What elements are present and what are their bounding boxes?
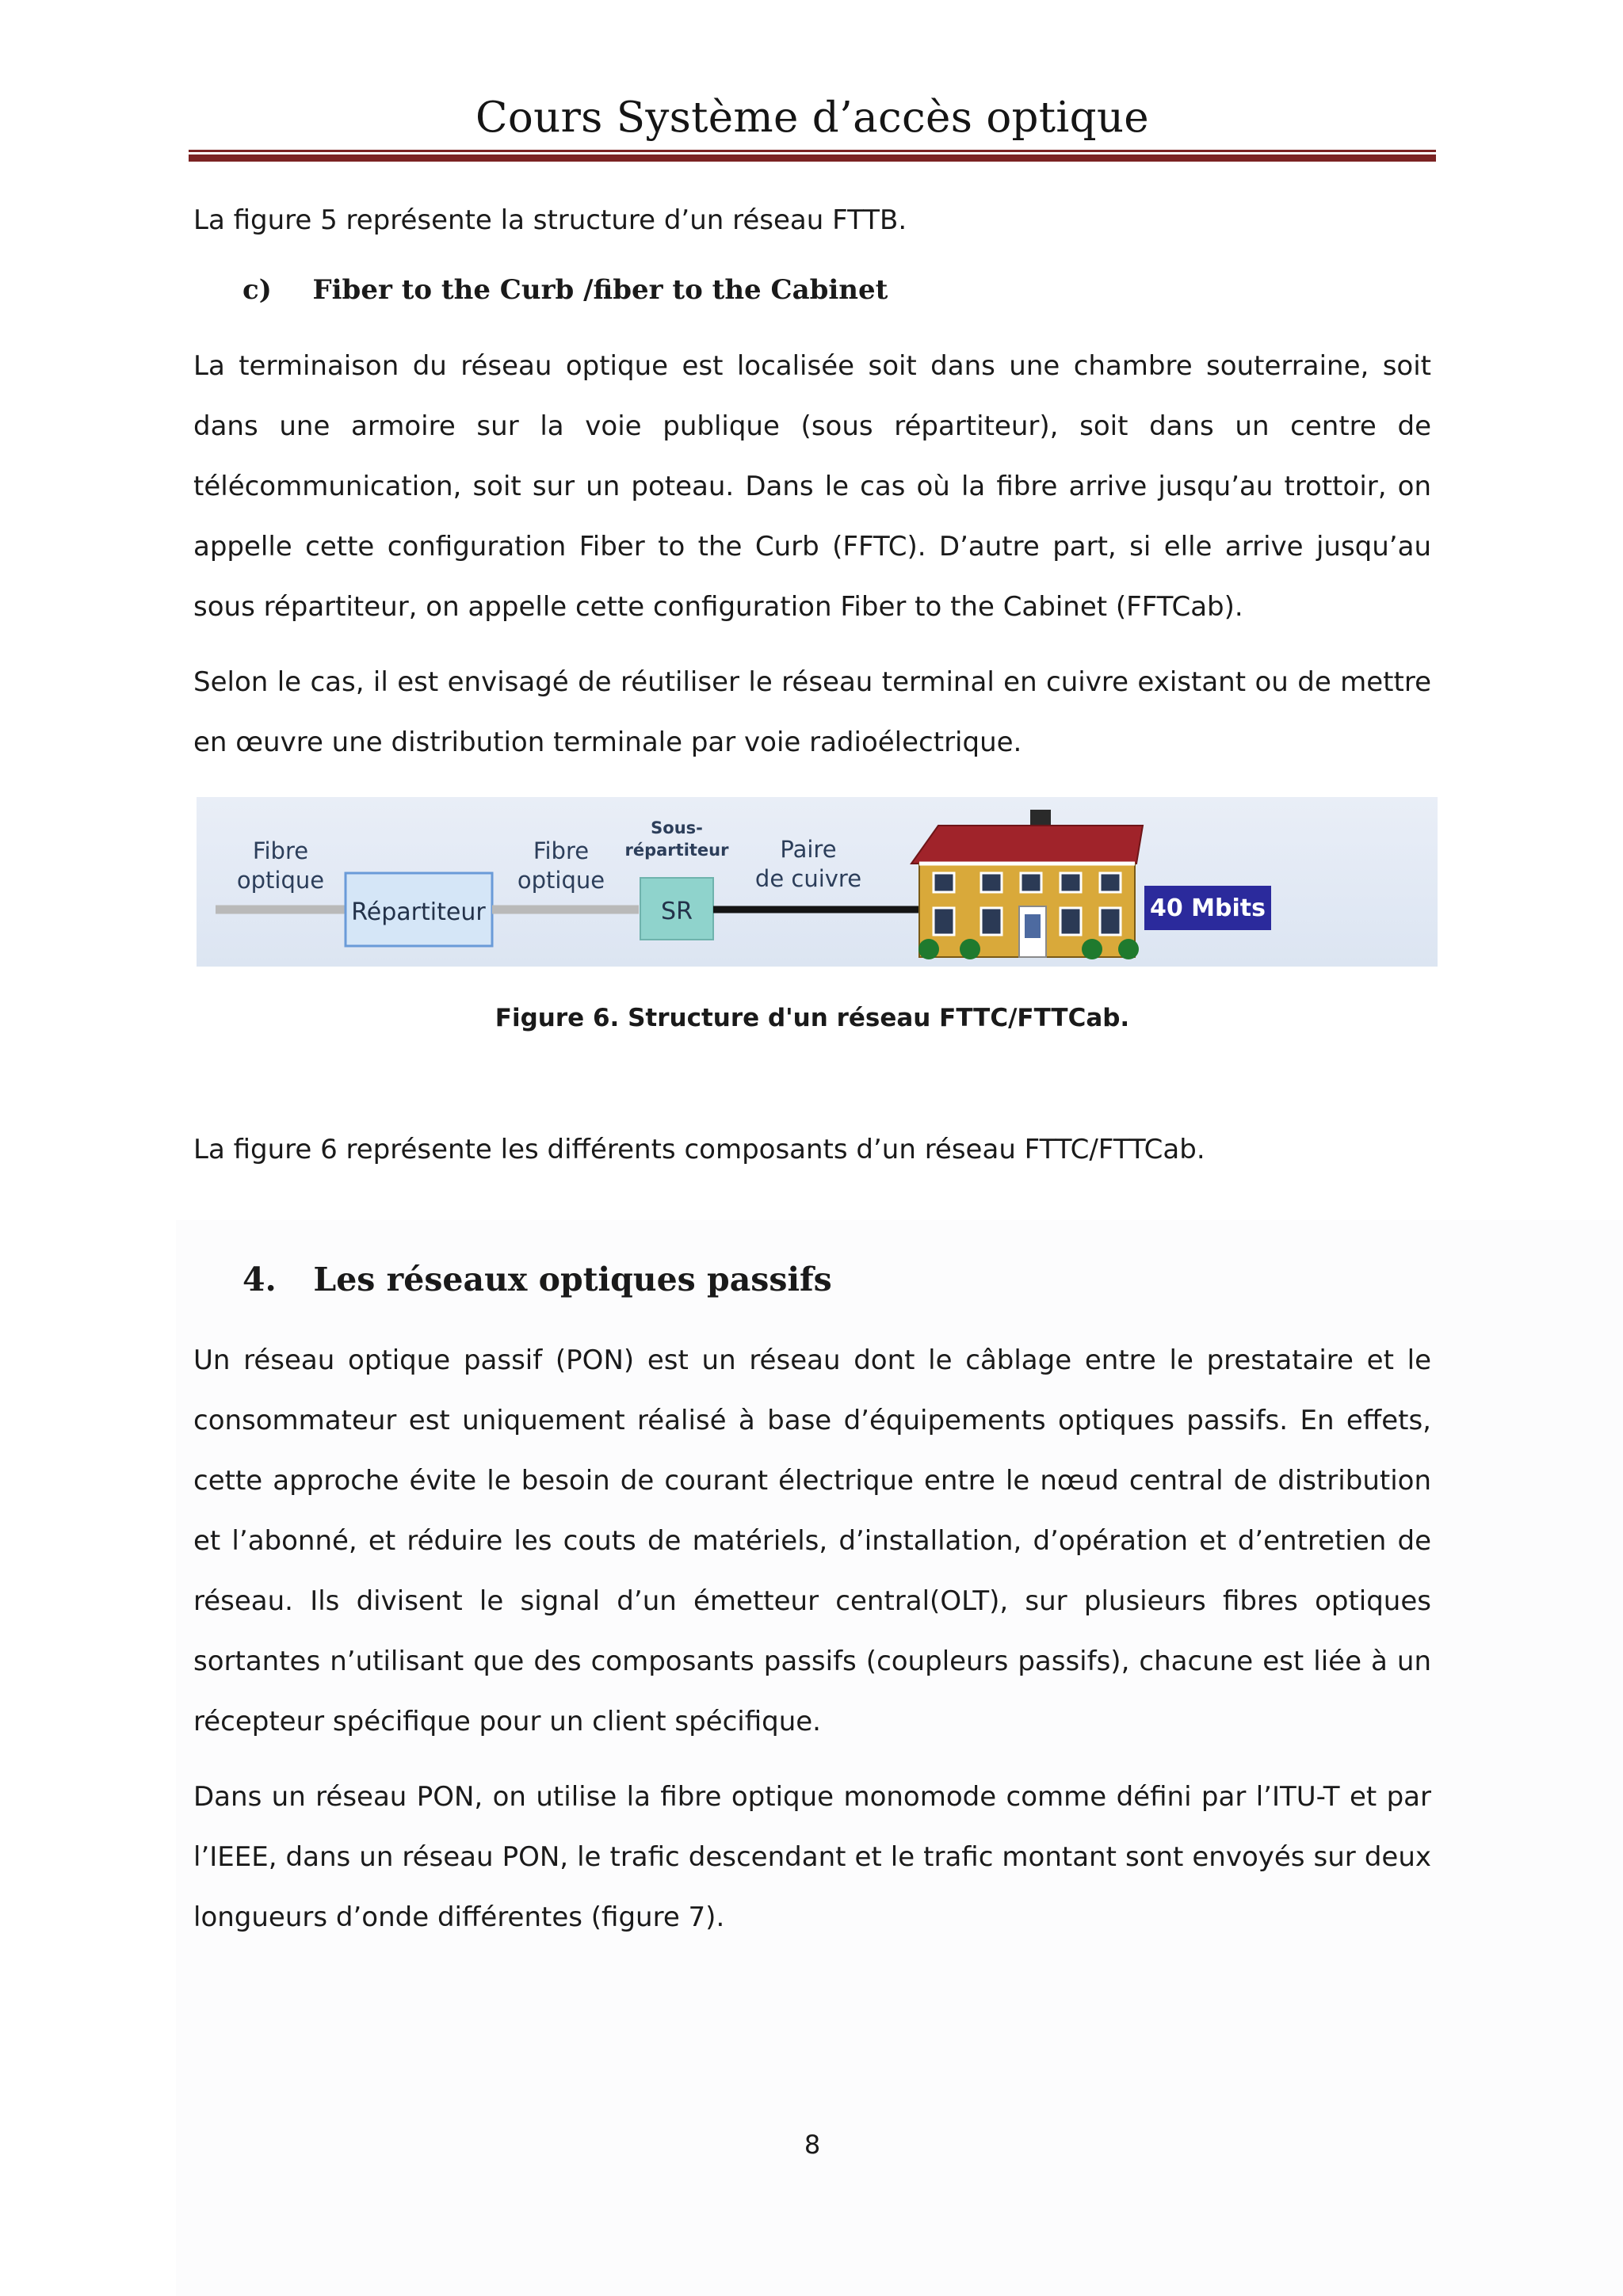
- subsection-paragraph-2: Selon le cas, il est envisagé de réutiliser le réseau terminal en cuivre existant ou de mettre en œuvre une distribution terminale par voie radioélectrique.: [193, 666, 1431, 758]
- paire-label-line2: de cuivre: [754, 865, 862, 892]
- section-paragraph-2: Dans un réseau PON, on utilise la fibre optique monomode comme défini par l’ITU-T et par l’IEEE, dans un réseau PON, le trafic descendant et le trafic montant sont envoyés sur deux longueurs d’onde différentes (figure 7).: [193, 1781, 1431, 1933]
- page-number: 8: [804, 2130, 821, 2160]
- house-icon: [911, 810, 1143, 959]
- fibre-label-2-line2: optique: [517, 867, 605, 894]
- fttc-structure-figure: [197, 797, 1438, 967]
- subsection-paragraph-1: La terminaison du réseau optique est localisée soit dans une chambre souterraine, soit dans une armoire sur la voie publique (sous répartiteur), soit dans un centre de télécommunication, soit sur un poteau. Dans le cas où la fibre arrive jusqu’au trottoir, on appelle cette configuration Fiber to the Curb (FFTC). D’autre part, si elle arrive jusqu’au sous répartiteur, on appelle cette configuration Fiber to the Cabinet (FFTCab).: [193, 350, 1431, 623]
- subsection-title: Fiber to the Curb /fiber to the Cabinet: [312, 274, 888, 306]
- sous-repartiteur-label-line1: Sous-: [651, 818, 703, 837]
- sous-repartiteur-label-line2: répartiteur: [624, 841, 729, 860]
- repartiteur-label: Répartiteur: [351, 898, 486, 926]
- fibre-label-1-line2: optique: [236, 867, 325, 894]
- subsection-heading: [242, 274, 888, 306]
- speed-label: 40 Mbits: [1149, 894, 1266, 922]
- after-figure-paragraph: La figure 6 représente les différents composants d’un réseau FTTC/FTTCab.: [193, 1134, 1205, 1165]
- section-paragraph-1: Un réseau optique passif (PON) est un réseau dont le câblage entre le prestataire et le consommateur est uniquement réalisé à base d’équipements optiques passifs. En effets, cette approche évite le besoin de courant électrique entre le nœud central de distribution et l’abonné, et réduire les couts de matériels, d’installation, d’opération et d’entretien de réseau. Ils divisent le signal d’un émetteur central(OLT), sur plusieurs fibres optiques sortantes n’utilisant que des composants passifs (coupleurs passifs), chacune est liée à un récepteur spécifique pour un client spécifique.: [193, 1344, 1431, 1737]
- figure-caption: Figure 6. Structure d'un réseau FTTC/FTTCab.: [495, 1004, 1130, 1032]
- sr-label: SR: [661, 898, 693, 925]
- subsection-label: c): [242, 274, 272, 306]
- section-number: 4.: [242, 1261, 277, 1299]
- paire-label-line1: Paire: [780, 836, 837, 863]
- section-heading: [242, 1261, 832, 1299]
- intro-paragraph: La figure 5 représente la structure d’un réseau FTTB.: [193, 204, 907, 236]
- header-divider-thick: [189, 154, 1436, 162]
- section-title: Les réseaux optiques passifs: [313, 1261, 832, 1299]
- header-divider-thin: [189, 150, 1436, 152]
- fibre-label-2-line1: Fibre: [533, 837, 590, 864]
- fibre-label-1-line1: Fibre: [252, 837, 309, 864]
- fttc-diagram: [197, 797, 1438, 967]
- page-header-title: Cours Système d’accès optique: [475, 93, 1149, 142]
